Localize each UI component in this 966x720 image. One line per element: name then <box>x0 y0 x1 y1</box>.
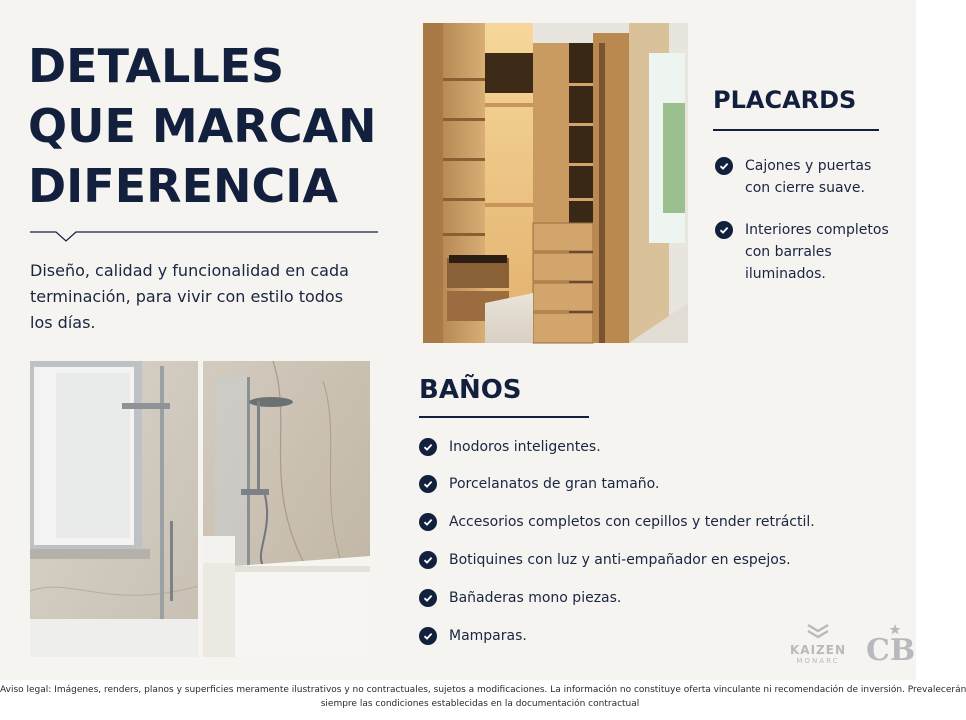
bathroom-photo-window <box>30 361 198 657</box>
kaizen-logo <box>786 624 850 670</box>
placards-item-label: Cajones y puertas con cierre suave. <box>745 158 872 196</box>
title-divider <box>30 230 378 244</box>
kaizen-chevron-icon <box>807 624 829 640</box>
title-line-2: QUE MARCAN <box>28 99 377 153</box>
check-icon <box>419 475 437 493</box>
title-line-1: DETALLES <box>28 39 285 93</box>
placards-item <box>715 155 900 199</box>
banos-item-label: Mamparas. <box>449 628 527 644</box>
legal-line-1: Aviso legal: Imágenes, renders, planos y superficies meramente ilustrativos y no contractuales, sujetos a modificaciones. La información no constituye oferta vinculante ni recomendación de inversión. Prevalecerán <box>0 685 966 695</box>
bathroom-photo-shower <box>203 361 370 657</box>
banos-heading-rule <box>419 416 589 418</box>
page-title <box>28 36 398 216</box>
closet-photo <box>423 23 688 343</box>
legal-line-2: siempre las condiciones establecidas en la documentación contractual <box>320 699 640 709</box>
banos-item <box>419 473 839 495</box>
banos-item-label: Botiquines con luz y anti-empañador en espejos. <box>449 552 791 568</box>
banos-item-label: Inodoros inteligentes. <box>449 439 601 455</box>
subtitle: Diseño, calidad y funcionalidad en cada terminación, para vivir con estilo todos los días. <box>30 261 349 332</box>
placards-heading: PLACARDS <box>713 86 857 114</box>
banos-item <box>419 625 839 647</box>
check-icon <box>715 157 733 175</box>
legal-notice <box>0 683 966 711</box>
placards-item-label: Interiores completos con barrales iluminados. <box>745 222 889 282</box>
placards-item <box>715 219 900 285</box>
banos-item-label: Bañaderas mono piezas. <box>449 590 622 606</box>
banos-heading: BAÑOS <box>419 375 522 405</box>
banos-item <box>419 549 839 571</box>
check-icon <box>419 551 437 569</box>
check-icon <box>419 589 437 607</box>
title-line-3: DIFERENCIA <box>28 159 338 213</box>
kaizen-logo-word: KAIZEN <box>790 643 846 657</box>
check-icon <box>419 438 437 456</box>
placards-heading-rule <box>713 129 879 131</box>
check-icon <box>715 221 733 239</box>
check-icon <box>419 513 437 531</box>
banos-item-label: Accesorios completos con cepillos y tender retráctil. <box>449 514 815 530</box>
check-icon <box>419 627 437 645</box>
banos-item <box>419 436 839 458</box>
banos-item <box>419 587 839 609</box>
kaizen-logo-sub: MONARC <box>796 657 840 665</box>
banos-item-label: Porcelanatos de gran tamaño. <box>449 476 660 492</box>
banos-item <box>419 511 839 533</box>
cb-logo-mark: CB <box>866 633 916 668</box>
cb-logo <box>864 622 916 668</box>
